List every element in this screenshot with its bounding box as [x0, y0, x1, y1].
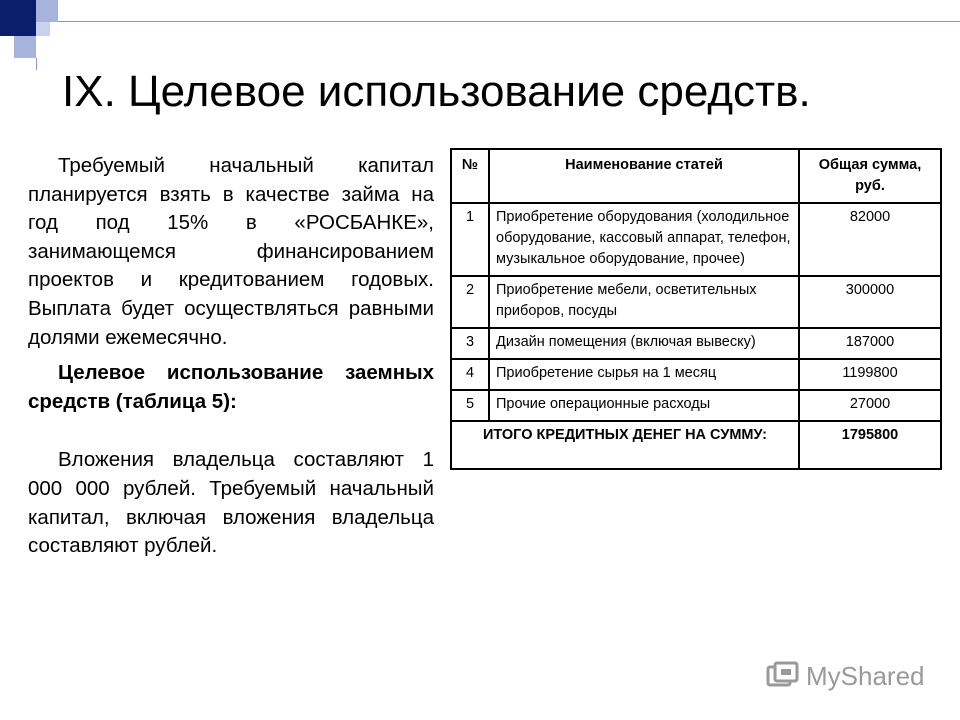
row-number: 2: [451, 276, 489, 328]
paragraph-loan: Требуемый начальный капитал планируется взять в качестве займа на год под 15% в «РОСБАНКЕ», занимающемся финансированием проектов и кредитованием годовых. Выплата будет осуществляться равными долями ежемесячно.: [28, 154, 434, 349]
decor-line: [36, 58, 37, 70]
watermark-text: MyShared: [806, 660, 925, 691]
table-total-row: [451, 421, 941, 469]
row-item-name: Приобретение сырья на 1 месяц: [489, 359, 799, 390]
paragraph-purpose: Целевое использование заемных средств (таблица 5):: [28, 361, 434, 413]
row-item-name: Приобретение мебели, осветительных приборов, посуды: [489, 276, 799, 328]
table-row: [451, 359, 941, 390]
header-total-sum: Общая сумма, руб.: [799, 149, 941, 203]
table-row: [451, 328, 941, 359]
watermark: [766, 658, 925, 694]
decor-square-light: [14, 36, 36, 58]
total-label: ИТОГО КРЕДИТНЫХ ДЕНЕГ НА СУММУ:: [451, 421, 799, 469]
left-text-block: [28, 152, 434, 561]
row-number: 1: [451, 203, 489, 276]
row-sum: 1199800: [799, 359, 941, 390]
table-row: [451, 276, 941, 328]
decor-square-pale: [36, 22, 50, 36]
total-value: 1795800: [799, 421, 941, 469]
slide-title: IX. Целевое использование средств.: [62, 67, 811, 116]
decor-line: [58, 21, 960, 22]
row-sum: 27000: [799, 390, 941, 421]
row-number: 4: [451, 359, 489, 390]
expenses-table: [450, 148, 942, 470]
row-item-name: Дизайн помещения (включая вывеску): [489, 328, 799, 359]
row-item-name: Приобретение оборудования (холодильное оборудование, кассовый аппарат, телефон, музыкальное оборудование, прочее): [489, 203, 799, 276]
row-sum: 300000: [799, 276, 941, 328]
decor-square-dark: [0, 0, 36, 36]
myshared-logo-icon: [766, 661, 800, 691]
paragraph-owner-investment: Вложения владельца составляют 1 000 000 рублей. Требуемый начальный капитал, включая вложения владельца составляют рублей.: [28, 448, 434, 558]
decor-square-light: [36, 0, 58, 22]
header-number: №: [451, 149, 489, 203]
row-number: 3: [451, 328, 489, 359]
row-sum: 82000: [799, 203, 941, 276]
table-row: [451, 390, 941, 421]
row-sum: 187000: [799, 328, 941, 359]
row-number: 5: [451, 390, 489, 421]
table-row: [451, 203, 941, 276]
table-header-row: [451, 149, 941, 203]
header-item-name: Наименование статей: [489, 149, 799, 203]
row-item-name: Прочие операционные расходы: [489, 390, 799, 421]
